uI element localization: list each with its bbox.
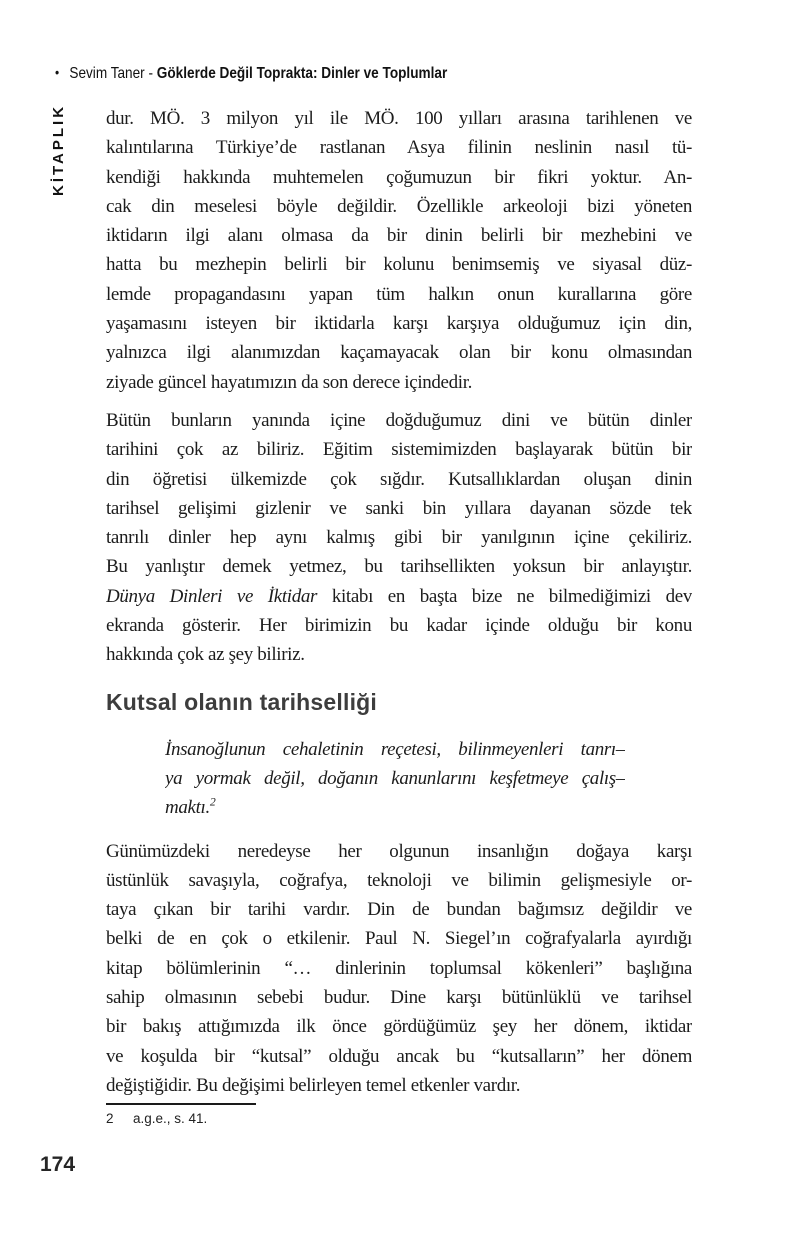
footnote-rule — [106, 1103, 256, 1105]
bullet-icon: • — [55, 64, 60, 80]
text-line: İnsanoğlunun cehaletinin reçetesi, bilinmeyenleri tanrı– — [165, 738, 625, 760]
paragraph — [106, 406, 692, 670]
text-line: tanrılı dinler hep aynı kalmış gibi bir yanılgının içine çekiliriz. — [106, 527, 692, 549]
text-line: lemde propagandasını yapan tüm halkın onun kurallarına göre — [106, 283, 692, 305]
text-line: din öğretisi ülkemizde çok sığdır. Kutsallıklardan oluşan dinin — [106, 468, 692, 490]
block-quote — [165, 735, 625, 823]
text-line: ziyade güncel hayatımızın da son derece içindedir. — [106, 371, 473, 393]
footnote — [106, 1103, 692, 1127]
text-line: yaşamasını isteyen bir iktidarla karşı karşıya olduğumuz için din, — [106, 313, 692, 335]
text-line: yalnızca ilgi alanımızdan kaçamayacak olan bir konu olmasından — [106, 342, 692, 364]
text-line: kitap bölümlerinin “… dinlerinin toplumsal kökenleri” başlığına — [106, 957, 692, 979]
text-line: maktı.$^2$ — [165, 795, 216, 819]
series-label-kitaplik: KİTAPLIK — [50, 103, 67, 196]
text-line: iktidarın ilgi alanı olmasa da bir dinin belirli bir mezhebini ve — [106, 225, 692, 247]
text-line: dur. MÖ. 3 milyon yıl ile MÖ. 100 yılları arasına tarihlenen ve — [106, 108, 692, 129]
text-line: taya çıkan bir tarihi vardır. Din de bundan bağımsız değildir ve — [106, 899, 692, 921]
text-line: ekranda gösterir. Her birimizin bu kadar içinde olduğu bir konu — [106, 615, 692, 637]
header-author: Sevim Taner - — [69, 65, 157, 82]
text-line: belki de en çok o etkilenir. Paul N. Siegel’ın coğrafyalarla ayırdığı — [106, 928, 692, 950]
text-line: Bu yanlıştır demek yetmez, bu tarihsellikten yoksun bir anlayıştır. — [106, 556, 692, 578]
text-line: Dünya Dinleri ve İktidar kitabı en başta bize ne bilmediğimizi dev — [106, 585, 692, 607]
text-column — [106, 0, 692, 1127]
text-line: hakkında çok az şey biliriz. — [106, 644, 305, 666]
paragraph — [106, 104, 692, 397]
text-line: sahip olmasının sebebi budur. Dine karşı bütünlüklü ve tarihsel — [106, 987, 692, 1009]
text-line: bir bakış attığımızda ilk önce gördüğümüz şey her dönem, iktidar — [106, 1016, 692, 1038]
text-line: kalıntılarına Türkiye’de rastlanan Asya filinin neslinin nasıl tü- — [106, 137, 692, 159]
text-line: Bütün bunların yanında içine doğduğumuz dini ve bütün dinler — [106, 409, 692, 431]
text-line: değiştiğidir. Bu değişimi belirleyen temel etkenler vardır. — [106, 1074, 521, 1096]
text-line: Günümüzdeki neredeyse her olgunun insanlığın doğaya karşı — [106, 840, 692, 862]
text-line: hatta bu mezhepin belirli bir kolunu benimsemiş ve siyasal düz- — [106, 254, 692, 276]
paragraph — [106, 837, 692, 1101]
header-book-title: Göklerde Değil Toprakta: Dinler ve Toplumlar — [156, 65, 448, 82]
text-line: ya yormak değil, doğanın kanunlarını keşfetmeye çalış– — [165, 767, 625, 789]
text-line: üstünlük savaşıyla, coğrafya, teknoloji ve bilimin gelişmesiyle or- — [106, 869, 692, 891]
section-heading: Kutsal olanın tarihselliği — [106, 688, 378, 715]
text-line: tarihsel gelişimi gizlenir ve sanki bin yıllara dayanan sözde tek — [106, 497, 692, 519]
footnote-marker: 2 — [209, 795, 216, 809]
text-line: tarihini çok az biliriz. Eğitim sistemimizden başlayarak bütün bir — [106, 439, 692, 461]
footnote-reference: a.g.e., s. 41. — [133, 1111, 208, 1127]
text-line: cak din meselesi böyle değildir. Özellikle arkeoloji bizi yöneten — [106, 195, 692, 217]
footnote-text — [106, 1110, 692, 1127]
text-line: ve koşulda bir “kutsal” olduğu ancak bu “kutsalların” her dönem — [106, 1045, 692, 1067]
footnote-number: 2 — [106, 1111, 114, 1127]
text-line: kendiği hakkında muhtemelen çoğumuzun bir fikri yoktur. An- — [106, 166, 692, 188]
page-number: 174 — [40, 1153, 76, 1176]
